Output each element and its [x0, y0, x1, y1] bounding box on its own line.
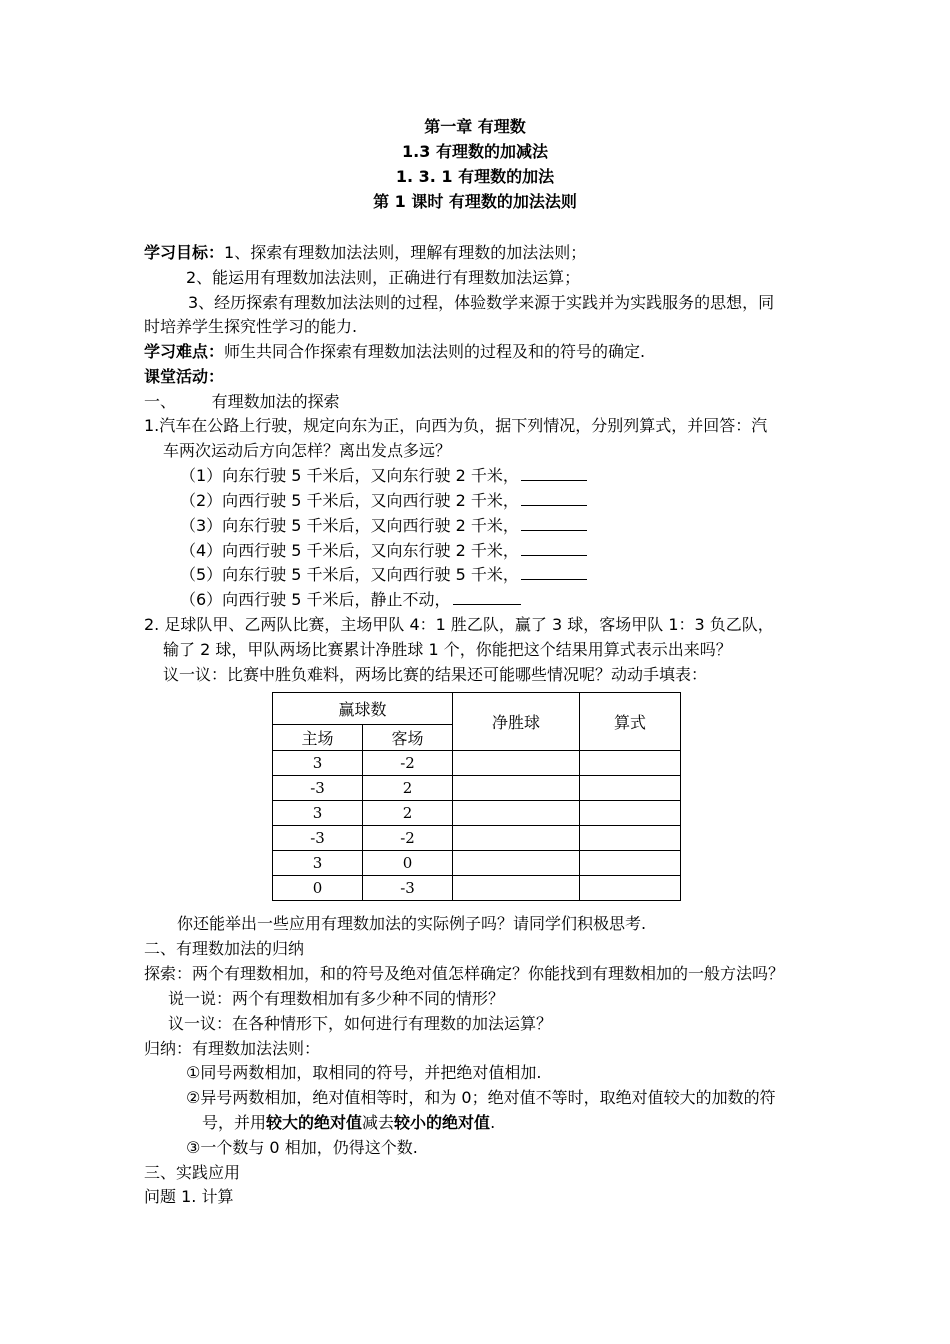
- activities-label: 课堂活动：: [144, 367, 225, 386]
- case-item: [180, 540, 587, 562]
- subheader-away: 客场: [363, 725, 453, 751]
- case-item: [180, 465, 587, 487]
- answer-blank[interactable]: [521, 540, 587, 556]
- home-value: -3: [273, 776, 363, 801]
- case-item: [180, 490, 587, 512]
- case-item: [180, 589, 521, 611]
- section-title: 1.3 有理数的加减法: [402, 142, 548, 161]
- table-row: [273, 876, 681, 901]
- away-value: -2: [363, 826, 453, 851]
- case-text: （6）向西行驶 5 千米后，静止不动，: [180, 590, 451, 609]
- summary-label: 归纳：有理数加法法则：: [144, 1039, 321, 1058]
- net-cell[interactable]: [453, 876, 580, 901]
- rule-2-mid: 减去: [362, 1113, 395, 1132]
- discuss-text: 议一议：在各种情形下，如何进行有理数的加法运算？: [168, 1014, 553, 1033]
- formula-cell[interactable]: [580, 851, 681, 876]
- case-item: [180, 564, 587, 586]
- question1-line-1: 1.汽车在公路上行驶，规定向东为正，向西为负，据下列情况，分别列算式，并回答：汽: [144, 416, 768, 435]
- explore-text: 探索：两个有理数相加，和的符号及绝对值怎样确定？你能找到有理数相加的一般方法吗？: [144, 964, 785, 983]
- answer-blank[interactable]: [521, 490, 587, 506]
- objective-2: 2、能运用有理数加法法则，正确进行有理数加法运算；: [186, 268, 581, 287]
- away-value: 2: [363, 776, 453, 801]
- rule-3: ③一个数与 0 相加，仍得这个数.: [186, 1138, 418, 1157]
- rule-1: ①同号两数相加，取相同的符号，并把绝对值相加.: [186, 1063, 542, 1082]
- rule-2-bold-larger: 较大的绝对值: [266, 1113, 363, 1132]
- case-text: （4）向西行驶 5 千米后，又向东行驶 2 千米，: [180, 541, 519, 560]
- answer-blank[interactable]: [453, 589, 521, 605]
- chapter-title: 第一章 有理数: [424, 117, 526, 136]
- header-net: 净胜球: [453, 693, 580, 751]
- after-table-text: 你还能举出一些应用有理数加法的实际例子吗？请同学们积极思考.: [177, 914, 647, 933]
- formula-cell[interactable]: [580, 876, 681, 901]
- header-formula: 算式: [580, 693, 681, 751]
- score-table: [272, 692, 681, 901]
- question2-line-2: 输了 2 球，甲队两场比赛累计净胜球 1 个，你能把这个结果用算式表示出来吗？: [163, 640, 732, 659]
- away-value: -3: [363, 876, 453, 901]
- rule-2-line-1: ②异号两数相加，绝对值相等时，和为 0；绝对值不等时，取绝对值较大的加数的符: [186, 1088, 776, 1107]
- table-row: [273, 776, 681, 801]
- difficulty-line: [144, 341, 645, 363]
- say-text: 说一说：两个有理数相加有多少种不同的情形？: [168, 989, 505, 1008]
- subsection-title: 1. 3. 1 有理数的加法: [395, 167, 555, 186]
- away-value: -2: [363, 751, 453, 776]
- case-item: [180, 515, 587, 537]
- difficulty-text: 师生共同合作探索有理数加法法则的过程及和的符号的确定.: [224, 342, 646, 361]
- table-row: [273, 851, 681, 876]
- net-cell[interactable]: [453, 776, 580, 801]
- objective-1: 1、探索有理数加法法则，理解有理数的加法法则；: [224, 243, 587, 262]
- question1-line-2: 车两次运动后方向怎样？离出发点多远？: [163, 441, 452, 460]
- net-cell[interactable]: [453, 851, 580, 876]
- rule-2-line-2: [202, 1112, 495, 1134]
- objective-3-line-2: 时培养学生探究性学习的能力.: [144, 317, 358, 336]
- table-row: [273, 751, 681, 776]
- home-value: 3: [273, 801, 363, 826]
- answer-blank[interactable]: [521, 515, 587, 531]
- header-goals: 赢球数: [273, 693, 453, 725]
- objective-3-line-1: 3、经历探索有理数加法法则的过程，体验数学来源于实践并为实践服务的思想，同: [188, 293, 775, 312]
- net-cell[interactable]: [453, 801, 580, 826]
- objectives-line-1: [144, 242, 586, 264]
- question2-line-3: 议一议：比赛中胜负难料，两场比赛的结果还可能哪些情况呢？动动手填表：: [163, 665, 708, 684]
- lesson-title: 第 1 课时 有理数的加法法则: [373, 192, 577, 211]
- case-text: （2）向西行驶 5 千米后，又向西行驶 2 千米，: [180, 491, 519, 510]
- answer-blank[interactable]: [521, 465, 587, 481]
- net-cell[interactable]: [453, 826, 580, 851]
- formula-cell[interactable]: [580, 776, 681, 801]
- part2-heading: 二、有理数加法的归纳: [144, 939, 305, 958]
- subheader-home: 主场: [273, 725, 363, 751]
- question2-line-1: 2. 足球队甲、乙两队比赛，主场甲队 4：1 胜乙队，赢了 3 球，客场甲队 1：3 负乙队，: [144, 615, 774, 634]
- part3-heading: 三、实践应用: [144, 1163, 241, 1182]
- formula-cell[interactable]: [580, 801, 681, 826]
- home-value: 0: [273, 876, 363, 901]
- case-text: （3）向东行驶 5 千米后，又向西行驶 2 千米，: [180, 516, 519, 535]
- table-row: [273, 826, 681, 851]
- home-value: -3: [273, 826, 363, 851]
- case-text: （5）向东行驶 5 千米后，又向西行驶 5 千米，: [180, 565, 519, 584]
- answer-blank[interactable]: [521, 564, 587, 580]
- home-value: 3: [273, 851, 363, 876]
- away-value: 0: [363, 851, 453, 876]
- away-value: 2: [363, 801, 453, 826]
- rule-2-end: .: [490, 1113, 496, 1132]
- formula-cell[interactable]: [580, 826, 681, 851]
- home-value: 3: [273, 751, 363, 776]
- part1-heading: 一、 有理数加法的探索: [144, 392, 340, 411]
- table-row: [273, 801, 681, 826]
- rule-2-pre: 号，并用: [202, 1113, 267, 1132]
- formula-cell[interactable]: [580, 751, 681, 776]
- rule-2-bold-smaller: 较小的绝对值: [394, 1113, 491, 1132]
- difficulty-label: 学习难点：: [144, 342, 225, 361]
- case-text: （1）向东行驶 5 千米后，又向东行驶 2 千米，: [180, 466, 519, 485]
- net-cell[interactable]: [453, 751, 580, 776]
- objectives-label: 学习目标：: [144, 243, 225, 262]
- problem-1: 问题 1. 计算: [144, 1187, 234, 1206]
